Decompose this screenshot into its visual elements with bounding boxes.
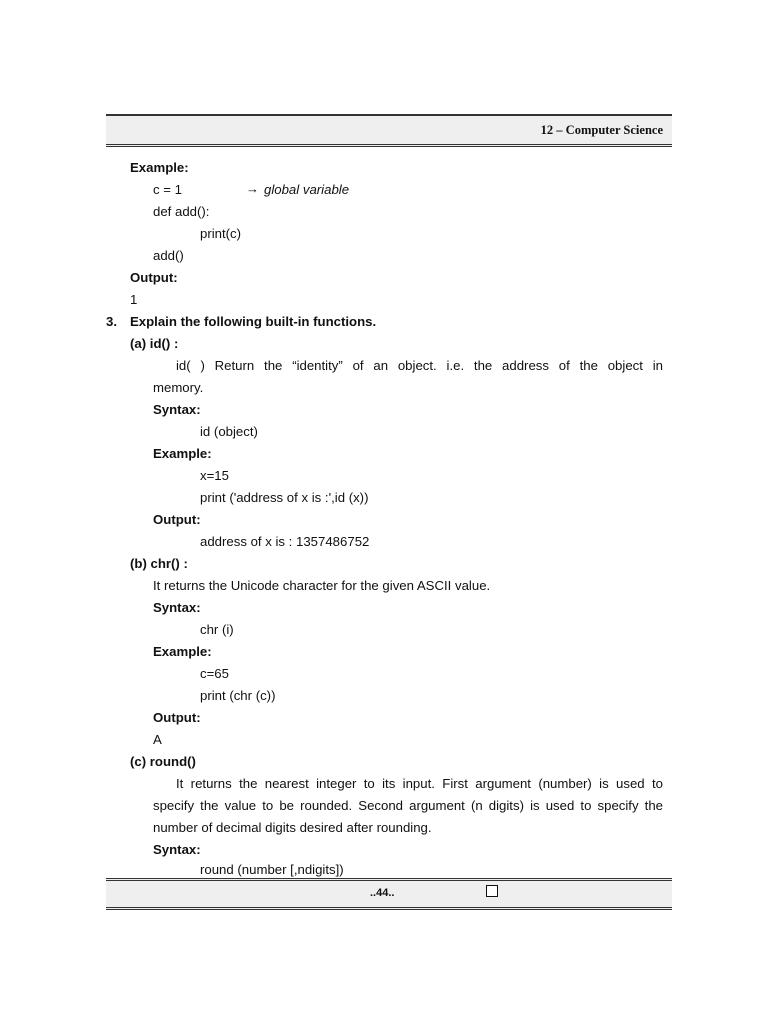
syntax-code: chr (i) [200, 622, 234, 637]
output-label: Output: [153, 512, 201, 527]
description-line: It returns the nearest integer to its input. First argument (number) is used to [176, 776, 663, 791]
syntax-label: Syntax: [153, 842, 201, 857]
section-heading-id: (a) id() : [130, 336, 179, 351]
right-arrow-icon: → [246, 181, 259, 196]
code-line: c = 1 [153, 182, 182, 197]
question-text: Explain the following built-in functions. [130, 314, 377, 329]
section-heading-round: (c) round() [130, 754, 196, 769]
output-value: 1 [130, 292, 138, 307]
code-line: x=15 [200, 468, 229, 483]
code-line: c=65 [200, 666, 229, 681]
example-label: Example: [153, 446, 212, 461]
example-label: Example: [130, 160, 189, 175]
page-footer [106, 878, 672, 910]
page-header [106, 114, 672, 147]
code-line: print(c) [200, 226, 242, 241]
header-title: 12 – Computer Science [540, 123, 663, 137]
comment-text: global variable [264, 182, 350, 197]
question-number: 3. [106, 314, 117, 329]
description-line: It returns the Unicode character for the given ASCII value. [153, 578, 491, 593]
syntax-code: id (object) [200, 424, 258, 439]
example-label: Example: [153, 644, 212, 659]
code-line: print (chr (c)) [200, 688, 276, 703]
output-value: A [153, 732, 162, 747]
description-line: number of decimal digits desired after rounding. [153, 820, 432, 835]
syntax-label: Syntax: [153, 600, 201, 615]
output-label: Output: [153, 710, 201, 725]
code-line: def add(): [153, 204, 210, 219]
syntax-code: round (number [,ndigits]) [200, 862, 344, 877]
output-value: address of x is : 1357486752 [200, 534, 370, 549]
output-label: Output: [130, 270, 178, 285]
syntax-label: Syntax: [153, 402, 201, 417]
description-line: specify the value to be rounded. Second argument (n digits) is used to specify the [153, 798, 663, 813]
checkbox-square-icon [486, 885, 498, 897]
code-line: print ('address of x is :',id (x)) [200, 490, 369, 505]
code-line: add() [153, 248, 184, 263]
description-line: id( ) Return the “identity” of an object. i.e. the address of the object in [176, 358, 663, 373]
section-heading-chr: (b) chr() : [130, 556, 188, 571]
page-number: ..44.. [370, 887, 395, 899]
description-line: memory. [153, 380, 204, 395]
